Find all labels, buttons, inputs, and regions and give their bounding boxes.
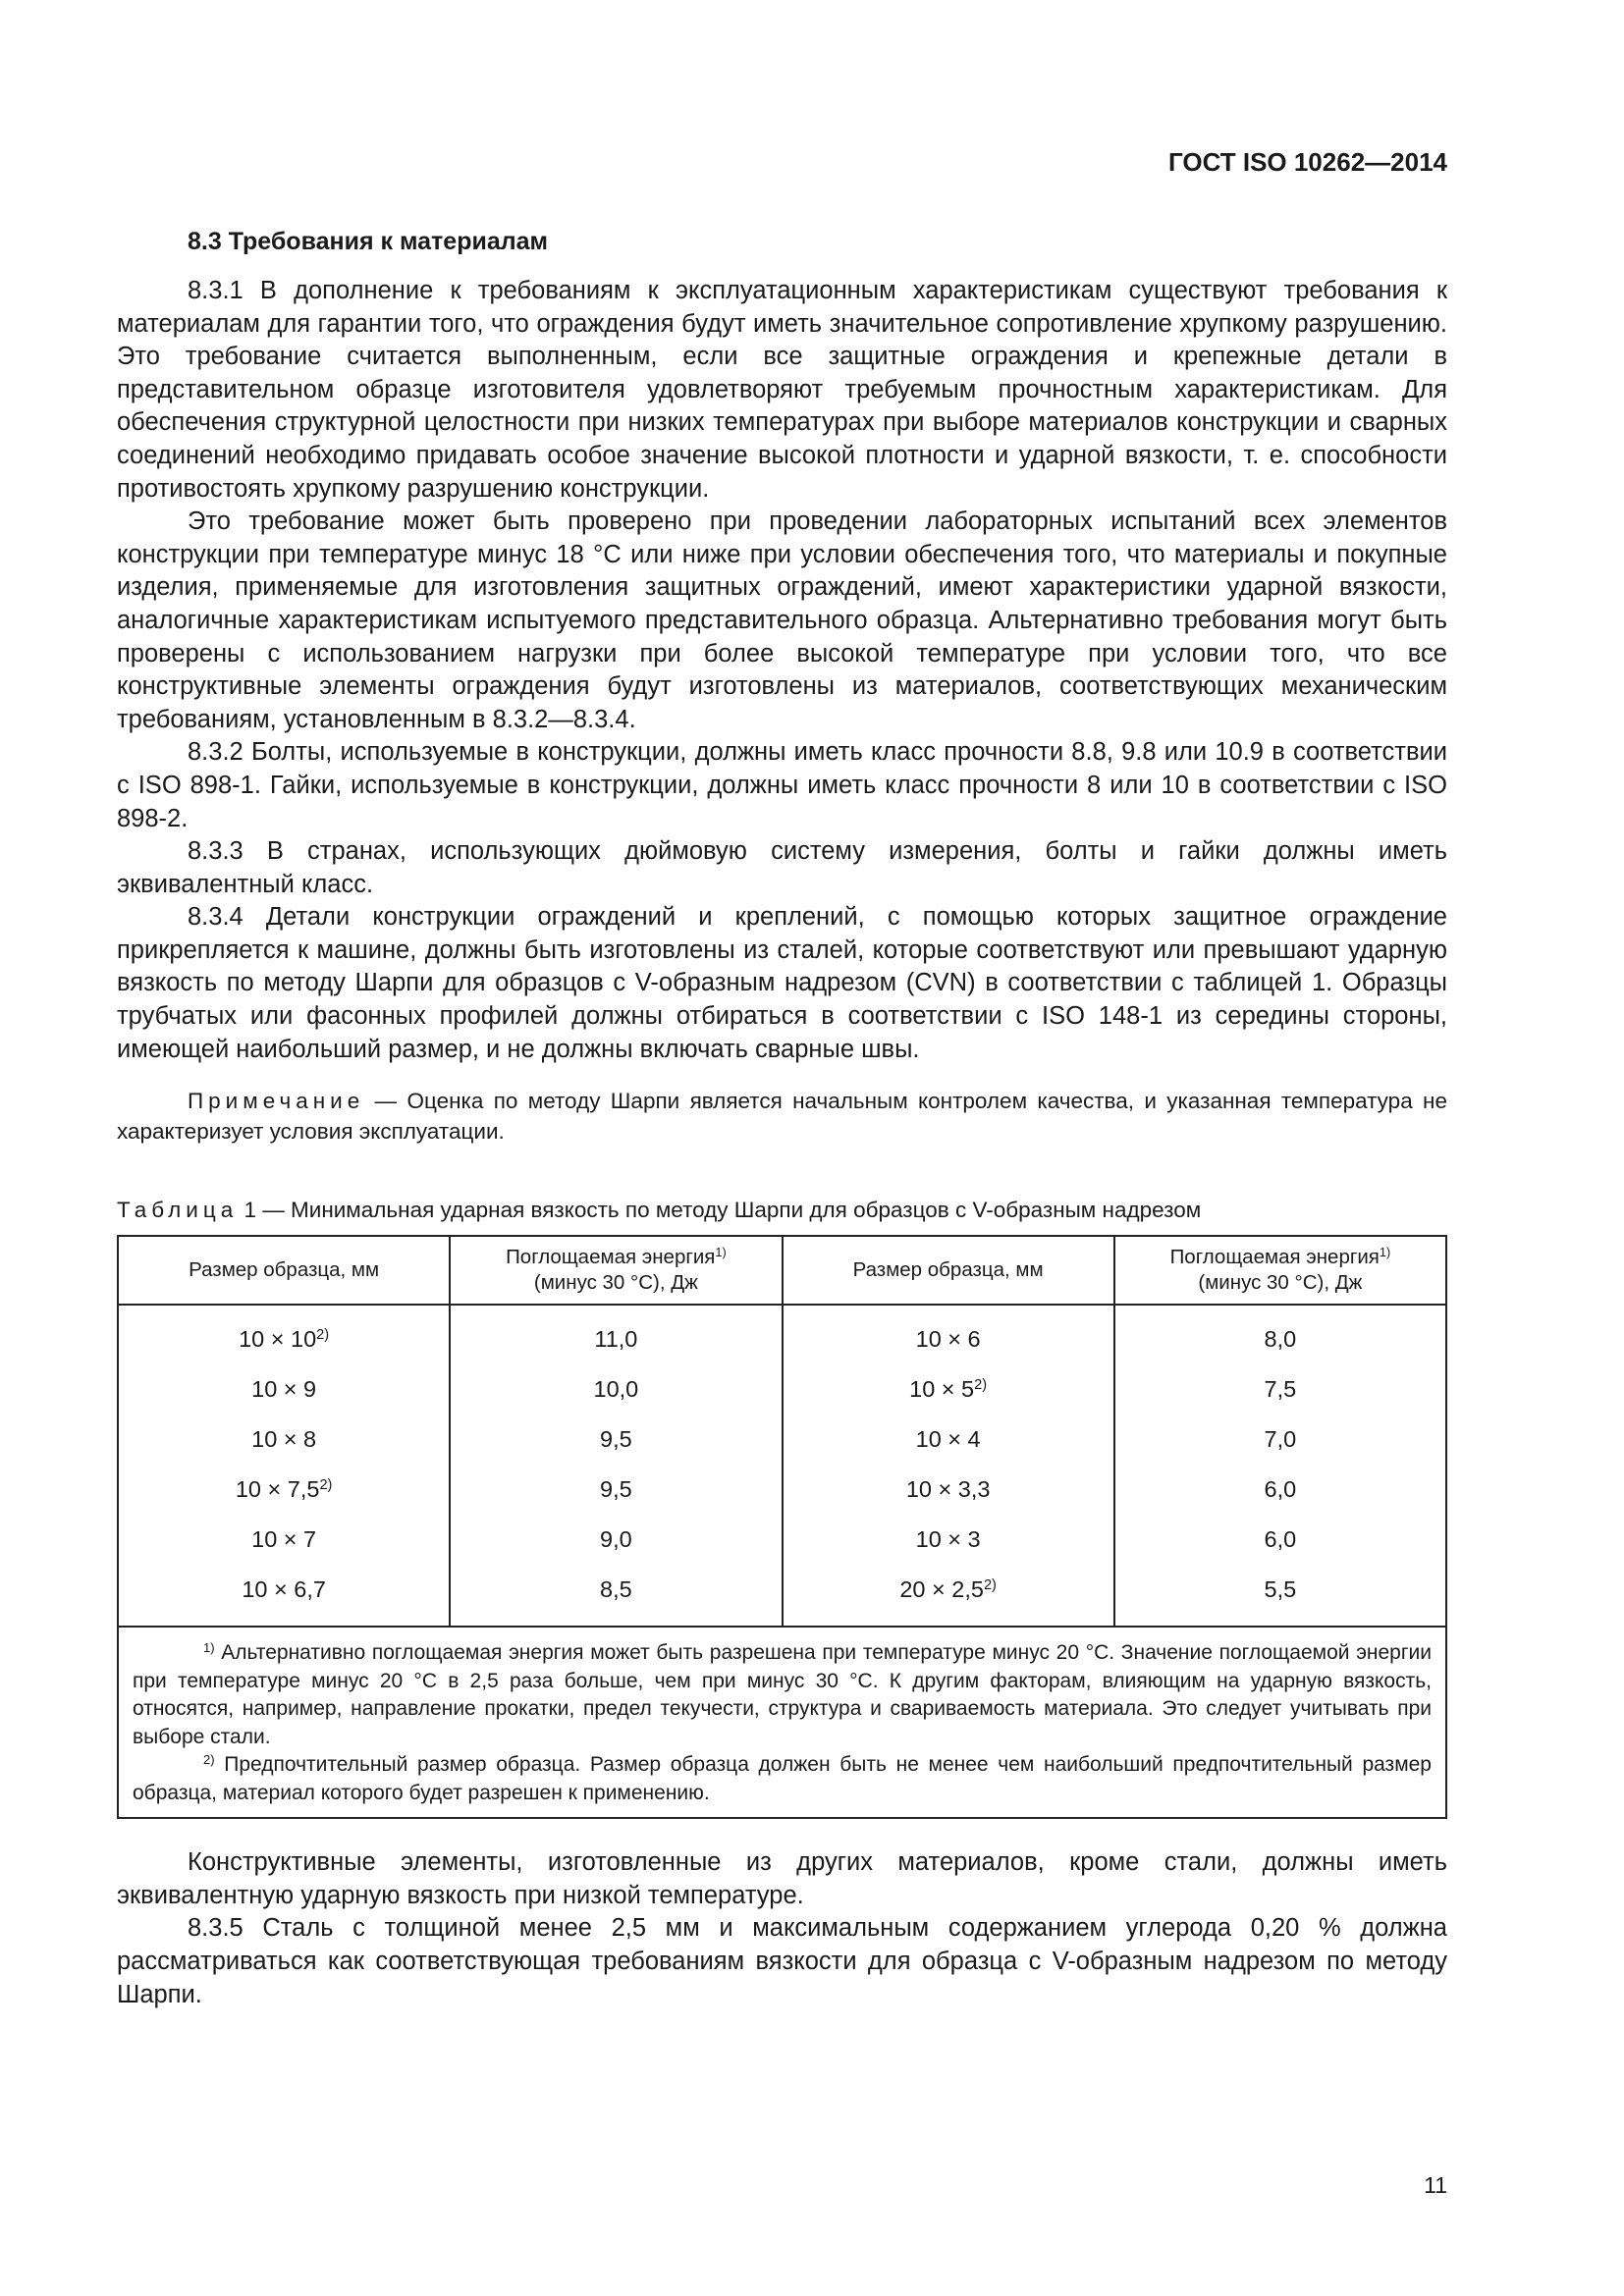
note-label: Примечание — [188, 1089, 365, 1114]
cell-energy-1: 9,0 — [450, 1515, 782, 1565]
col-header-size-2-label: Размер образца, мм — [852, 1258, 1044, 1282]
size-value: 20 × 2,5 — [899, 1576, 984, 1603]
table-row — [118, 1305, 1446, 1364]
size-value: 10 × 10 — [239, 1326, 317, 1353]
document-header: ГОСТ ISO 10262—2014 — [1167, 147, 1447, 177]
paragraph-other-materials: Конструктивные элементы, изготовленные из других материалов, кроме стали, должны иметь эквивалентную ударную вязкость при низкой температуре. — [117, 1848, 1447, 1909]
section-title: 8.3 Требования к материалам — [188, 228, 549, 255]
cell-size-1 — [118, 1515, 450, 1565]
col-header-energy-2-sup: 1) — [1379, 1245, 1391, 1260]
col-header-size-2 — [783, 1236, 1114, 1305]
paragraph-8-3-2: 8.3.2 Болты, используемые в конструкции, должны иметь класс прочности 8.8, 9.8 или 10.9 в соответствии с ISO 898-1. Гайки, используемые в конструкции, должны иметь класс прочности 8 или 10 в соответствии с ISO 898-2. — [117, 738, 1447, 832]
cell-energy-2: 8,0 — [1114, 1305, 1446, 1364]
table-caption-label: Таблица — [117, 1198, 239, 1223]
cell-size-2 — [783, 1305, 1114, 1364]
size-footnote-mark: 2) — [319, 1477, 333, 1494]
cell-size-2 — [783, 1415, 1114, 1465]
col-header-energy-1-sup: 1) — [715, 1245, 727, 1260]
col-header-energy-1 — [450, 1236, 782, 1305]
table-row — [118, 1515, 1446, 1565]
paragraph-8-3-5: 8.3.5 Сталь с толщиной менее 2,5 мм и максимальным содержанием углерода 0,20 % должна рассматриваться как соответствующая требованиям вязкости для образца с V-образным надрезом по методу Шарпи. — [117, 1914, 1447, 2008]
cell-size-1 — [118, 1415, 450, 1465]
page-content — [117, 224, 1447, 2011]
col-header-energy-1-line2: (минус 30 °С), Дж — [533, 1271, 698, 1295]
paragraph-8-3-4: 8.3.4 Детали конструкции ограждений и креплений, с помощью которых защитное ограждение прикрепляется к машине, должны быть изготовлены из сталей, которые соответствуют или превышают ударную вязкость по методу Шарпи для образцов с V-образным надрезом (CVN) в соответствии с таблицей 1. Образцы трубчатых или фасонных профилей должны отбираться в соответствии с ISO 148-1 из середины стороны, имеющей наибольший размер, и не должны включать сварные швы. — [117, 903, 1447, 1063]
cell-size-2 — [783, 1515, 1114, 1565]
table-footnotes — [118, 1627, 1446, 1818]
cell-energy-2: 6,0 — [1114, 1515, 1446, 1565]
table-caption — [117, 1196, 1447, 1225]
size-value: 10 × 4 — [915, 1426, 981, 1453]
size-value: 10 × 6,7 — [242, 1576, 326, 1603]
cell-size-2 — [783, 1565, 1114, 1627]
table-caption-text: 1 — Минимальная ударная вязкость по методу Шарпи для образцов с V-образным надрезом — [238, 1198, 1202, 1223]
table-footnotes-row — [118, 1627, 1446, 1818]
cell-energy-1: 9,5 — [450, 1465, 782, 1515]
cell-energy-1: 9,5 — [450, 1415, 782, 1465]
table-row — [118, 1565, 1446, 1627]
col-header-size-1-label: Размер образца, мм — [189, 1258, 380, 1282]
cell-size-2 — [783, 1364, 1114, 1415]
footnote-2 — [133, 1751, 1432, 1807]
cell-energy-2: 7,0 — [1114, 1415, 1446, 1465]
size-footnote-mark: 2) — [974, 1377, 988, 1394]
cell-energy-1: 11,0 — [450, 1305, 782, 1364]
cell-size-1 — [118, 1305, 450, 1364]
size-footnote-mark: 2) — [316, 1327, 330, 1344]
size-value: 10 × 9 — [251, 1376, 317, 1403]
col-header-size-1 — [118, 1236, 450, 1305]
cell-size-1 — [118, 1565, 450, 1627]
cell-energy-2: 6,0 — [1114, 1465, 1446, 1515]
impact-energy-table — [117, 1235, 1447, 1819]
note — [117, 1086, 1447, 1147]
paragraph-8-3-1: 8.3.1 В дополнение к требованиям к эксплуатационным характеристикам существуют требования к материалам для гарантии того, что ограждения будут иметь значительное сопротивление хрупкому разрушению. Это требование считается выполненным, если все защитные ограждения и крепежные детали в представительном образце изготовителя удовлетворяют требуемым прочностным характеристикам. Для обеспечения структурной целостности при низких температурах при выборе материалов конструкции и сварных соединений необходимо придавать особое значение высокой плотности и ударной вязкости, т. е. способности противостоять хрупкому разрушению конструкции. — [117, 277, 1447, 503]
size-footnote-mark: 2) — [983, 1577, 997, 1594]
paragraph-8-3-3: 8.3.3 В странах, использующих дюймовую систему измерения, болты и гайки должны иметь эквивалентный класс. — [117, 837, 1447, 898]
footnote-1-text: Альтернативно поглощаемая энергия может быть разрешена при температуре минус 20 °С. Значение поглощаемой энергии при температуре минус 20 °С в 2,5 раза больше, чем при минус 30 °С. К другим факторам, влияющим на ударную вязкость, относятся, например, направление прокатки, предел текучести, структура и свариваемость материала. Это следует учитывать при выборе стали. — [133, 1641, 1432, 1748]
cell-energy-2: 5,5 — [1114, 1565, 1446, 1627]
table-row — [118, 1415, 1446, 1465]
col-header-energy-2-line2: (минус 30 °С), Дж — [1198, 1271, 1363, 1295]
cell-size-1 — [118, 1465, 450, 1515]
size-value: 10 × 8 — [251, 1426, 317, 1453]
size-value: 10 × 3 — [915, 1526, 981, 1553]
footnote-1 — [133, 1639, 1432, 1751]
table-row — [118, 1364, 1446, 1415]
cell-size-2 — [783, 1465, 1114, 1515]
cell-size-1 — [118, 1364, 450, 1415]
cell-energy-1: 8,5 — [450, 1565, 782, 1627]
footnote-2-text: Предпочтительный размер образца. Размер образца должен быть не менее чем наибольший предпочтительный размер образца, материал которого будет разрешен к применению. — [133, 1753, 1432, 1804]
size-value: 10 × 6 — [915, 1326, 981, 1353]
col-header-energy-2-line1: Поглощаемая энергия — [1169, 1246, 1380, 1269]
col-header-energy-2 — [1114, 1236, 1446, 1305]
footnote-1-mark: 1) — [203, 1640, 215, 1656]
size-value: 10 × 5 — [909, 1376, 975, 1403]
size-value: 10 × 7,5 — [235, 1476, 320, 1503]
table-row — [118, 1465, 1446, 1515]
size-value: 10 × 7 — [251, 1526, 317, 1553]
size-value: 10 × 3,3 — [905, 1476, 991, 1503]
paragraph-verification: Это требование может быть проверено при проведении лабораторных испытаний всех элементов конструкции при температуре минус 18 °С или ниже при условии обеспечения того, что материалы и покупные изделия, применяемые для изготовления защитных ограждений, имеют характеристики ударной вязкости, аналогичные характеристикам испытуемого представительного образца. Альтернативно требования могут быть проверены с использованием нагрузки при более высокой температуре при условии того, что все конструктивные элементы ограждения будут изготовлены из материалов, соответствующих механическим требованиям, установленным в 8.3.2—8.3.4. — [117, 507, 1447, 733]
footnote-2-mark: 2) — [203, 1752, 215, 1768]
note-text: — Оценка по методу Шарпи является начальным контролем качества, и указанная температура не характеризует условия эксплуатации. — [117, 1089, 1447, 1145]
cell-energy-2: 7,5 — [1114, 1364, 1446, 1415]
table-header-row — [118, 1236, 1446, 1305]
cell-energy-1: 10,0 — [450, 1364, 782, 1415]
page-number: 11 — [1424, 2172, 1447, 2198]
col-header-energy-1-line1: Поглощаемая энергия — [506, 1246, 716, 1269]
